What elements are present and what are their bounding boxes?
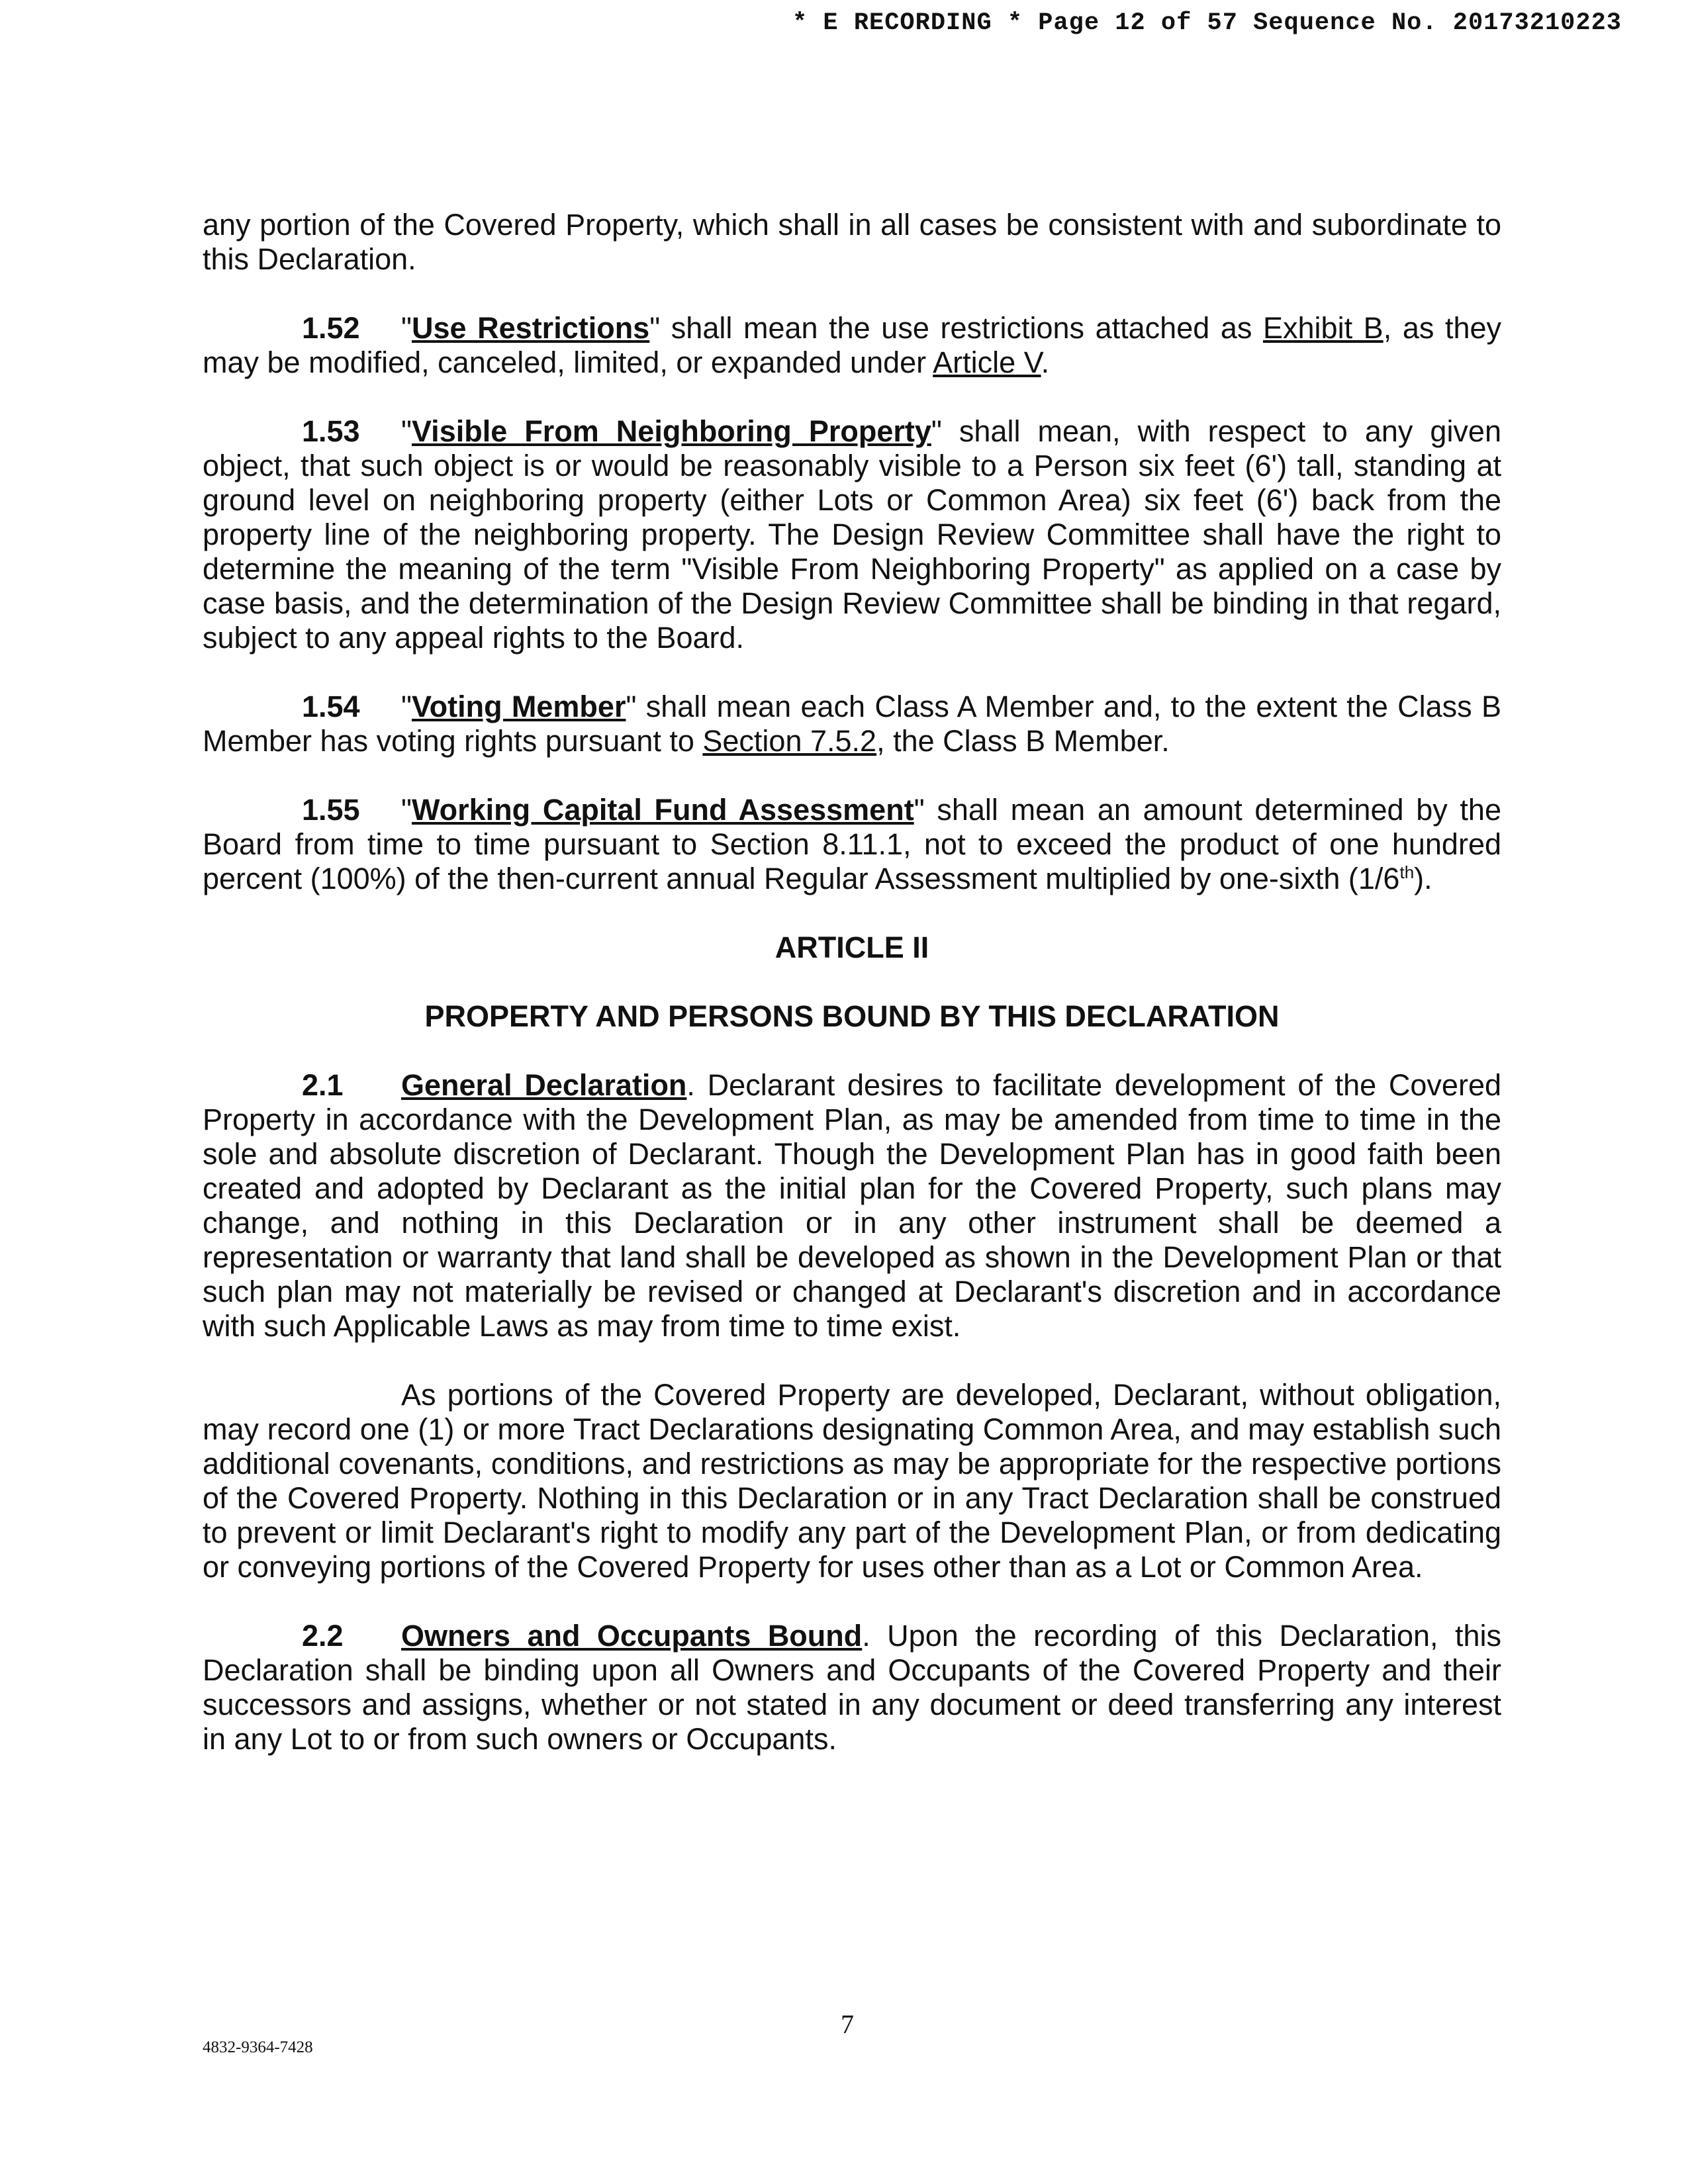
section-2-1: 2.1 General Declaration. Declarant desires to facilitate development of the Covered Property in accordance with the Development Plan, as may be amended from time to time in the sole and absolute discretion of Declarant. Though the Development Plan has in good faith been created and adopted by Declarant as the initial plan for the Covered Property, such plans may change, and nothing in this Declaration or in any other instrument shall be deemed a representation or warranty that land shall be developed as shown in the Development Plan or that such plan may not materially be revised or changed at Declarant's discretion and in accordance with such Applicable Laws as may from time to time exist.	[203, 1068, 1502, 1343]
defined-term: Visible From Neighboring Property	[411, 414, 931, 448]
section-heading: Owners and Occupants Bound	[401, 1619, 863, 1653]
section-number: 1.55	[302, 793, 360, 827]
article-heading: ARTICLE II	[774, 931, 929, 964]
page-number: 7	[841, 2009, 854, 2039]
continuation-paragraph: any portion of the Covered Property, which shall in all cases be consistent with and subordinate to this Declaration.	[203, 208, 1501, 276]
section-1-54: 1.54 "Voting Member" shall mean each Class A Member and, to the extent the Class B Member has voting rights pursuant to Section 7.5.2, the Class B Member.	[203, 690, 1501, 758]
cross-reference: Section 7.5.2	[702, 724, 877, 758]
section-2-2: 2.2 Owners and Occupants Bound. Upon the recording of this Declaration, this Declaration shall be binding upon all Owners and Occupants of the Covered Property and their successors and assigns, whether or not stated in any document or deed transferring any interest in any Lot to or from such owners or Occupants.	[203, 1619, 1501, 1756]
document-body	[203, 208, 1501, 1756]
section-number: 1.54	[302, 690, 360, 723]
cross-reference: Exhibit B	[1263, 311, 1383, 345]
section-1-52: 1.52 "Use Restrictions" shall mean the use restrictions attached as Exhibit B, as they may be modified, canceled, limited, or expanded under Article V.	[203, 311, 1502, 379]
section-number: 1.52	[302, 311, 360, 345]
defined-term: Use Restrictions	[411, 311, 650, 345]
section-number: 1.53	[302, 414, 360, 448]
recording-header: * E RECORDING * Page 12 of 57 Sequence No. 20173210223	[792, 9, 1622, 37]
section-1-55: 1.55 "Working Capital Fund Assessment" shall mean an amount determined by the Board from time to time pursuant to Section 8.11.1, not to exceed the product of one hundred percent (100%) of the then-current annual Regular Assessment multiplied by one-sixth (1/6th).	[203, 793, 1501, 895]
section-heading: General Declaration	[401, 1068, 687, 1102]
section-1-53: 1.53 "Visible From Neighboring Property" shall mean, with respect to any given object, that such object is or would be reasonably visible to a Person six feet (6') tall, standing at ground level on neighboring property (either Lots or Common Area) six feet (6') back from the property line of the neighboring property. The Design Review Committee shall have the right to determine the meaning of the term "Visible From Neighboring Property" as applied on a case by case basis, and the determination of the Design Review Committee shall be binding in that regard, subject to any appeal rights to the Board.	[203, 414, 1501, 655]
defined-term: Voting Member	[411, 690, 626, 723]
cross-reference: Article V	[933, 345, 1041, 379]
section-number: 2.2	[302, 1619, 344, 1653]
article-title: PROPERTY AND PERSONS BOUND BY THIS DECLARATION	[424, 999, 1280, 1033]
document-id: 4832-9364-7428	[203, 2038, 313, 2056]
section-2-1-paragraph-2: As portions of the Covered Property are developed, Declarant, without obligation, may record one (1) or more Tract Declarations designating Common Area, and may establish such additional covenants, conditions, and restrictions as may be appropriate for the respective portions of the Covered Property. Nothing in this Declaration or in any Tract Declaration shall be construed to prevent or limit Declarant's right to modify any part of the Development Plan, or from dedicating or conveying portions of the Covered Property for uses other than as a Lot or Common Area.	[203, 1378, 1501, 1584]
defined-term: Working Capital Fund Assessment	[411, 793, 914, 827]
superscript: th	[1399, 862, 1415, 882]
section-number: 2.1	[302, 1068, 344, 1102]
